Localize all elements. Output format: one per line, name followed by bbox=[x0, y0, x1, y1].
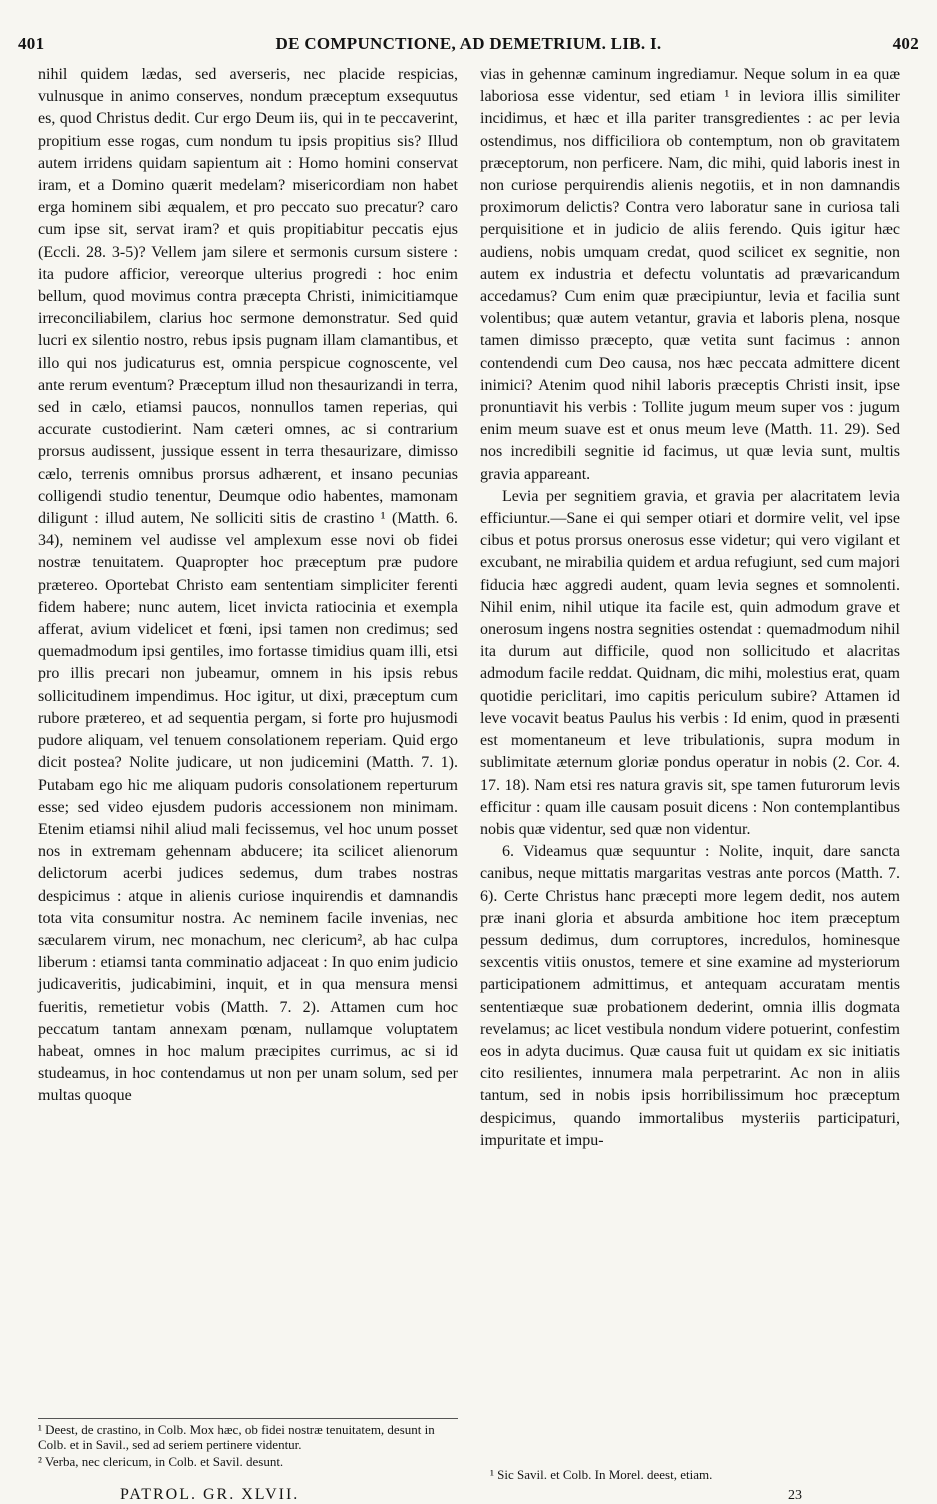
right-paragraph-2: Levia per segnitiem gravia, et gravia per alacritatem levia efficiuntur.—Sane ei qui semper otiari et dormire velit, vel ipse cibus et potus prorsus onerosus esse videtur; qui vero vigilant et excubant, ne mirabilia quidem et ardua refugiunt, sed cum majori fiducia hæc aggredi audent, quam levia segnes et somnolenti. Nihil enim, nihil utique ita facile est, quin admodum grave et onerosum ingens nostra segnities ostendat : quemadmodum nihil ita durum aut difficile, quod non sollicitudo et alacritas admodum facile reddat. Quidnam, dic mihi, molestius erat, quam quotidie periclitari, imo capitis periculum subire? Attamen id leve vocavit beatus Paulus his verbis : Id enim, quod in præsenti est momentaneum et leve tribulationis, supra modum in sublimitate æternum gloriæ pondus operatur in nobis (2. Cor. 4. 17. 18). Nam etsi res natura gravis sit, spe tamen futurorum levis efficitur : quam ille causam posuit dicens : Non contemplantibus nobis quæ videntur, sed quæ non videntur. bbox=[480, 487, 900, 838]
page-number-left: 401 bbox=[18, 34, 45, 53]
footnotes-right bbox=[490, 1467, 900, 1484]
footnote-left-1: ¹ Deest, de crastino, in Colb. Mox hæc, ob fidei nostræ tenuitatem, desunt in Colb. et in Savil., sed ad seriem pertinere videntur. bbox=[38, 1422, 435, 1452]
running-title: DE COMPUNCTIONE, AD DEMETRIUM. LIB. I. bbox=[275, 34, 662, 53]
right-paragraph-1: vias in gehennæ caminum ingrediamur. Neque solum in ea quæ laboriosa esse videntur, sed etiam ¹ in leviora illis similiter incidimus, et hæc et illa pariter transgredientes : ac per levia ostendimus, nos difficiliora ob contemptum, non ob gravitatem præceptorum, non perficere. Nam, dic mihi, quid laboris inest in non curiose perquirendis alienis negotiis, et in non damnandis proximorum delictis? Contra vero laboratur sane in curiosa tali perquisitione et in judicio de aliis ferendo. Quis igitur hæc audiens, nobis umquam credat, quod scilicet ex segnitie, non autem ex industria et defectu voluntatis ad prævaricandum accedamus? Cum enim quæ præcipiuntur, levia et facilia sunt volentibus; quæ autem vetantur, gravia et laboris plena, nosque tamen dimisso præcepto, quæ vetita sunt facimus : annon contendendi cum Deo causa, nos hæc peccata admittere dicent inimici? Atenim quod nihil laboris præceptis Christi insit, ipse pronuntiavit his verbis : Tollite jugum meum super vos : jugum enim meum suave est et onus meum leve (Matth. 11. 29). Sed nos incredibili segnitie id facimus, ut quæ levia sunt, multis gravia appareant. bbox=[480, 66, 900, 483]
left-paragraph-1: nihil quidem lædas, sed averseris, nec placide respicias, vulnusque in animo conserves, nondum præceptum exsequutus es, quod Christus dedit. Cur ergo Deum iis, qui in te peccaverint, propitium esse rogas, cum nondum tu ipsis propitius sis? Illud autem irridens quidam sapientum ait : Homo homini conservat iram, et a Domino quærit medelam? misericordiam non habet erga hominem sibi æqualem, et pro peccato suo precatur? caro cum ipse sit, servat iram? et quis propitiabitur peccatis ejus (Eccli. 28. 3-5)? Vellem jam silere et sermonis cursum sistere : ita pudore afficior, vereorque ulterius progredi : hoc enim bellum, quod movimus contra præcepta Christi, inimicitiamque irreconciliabilem, clarius hoc sermone demonstratur. Sed quid lucri ex silentio nostro, rebus ipsis pugnam illam clamantibus, et illo qui nos judicaturus est, omnia perspicue cognoscente, vel ante rerum eventum? Præceptum illud non thesaurizandi in terra, sed in cælo, etiamsi paucos, nonnullos tamen reperias, qui accurate custodierint. Nam cæteri omnes, ac si contrarium prorsus audissent, jussique essent in terra thesaurizare, dimisso cælo, terrenis omnibus prorsus adhærent, et insano pecunias colligendi studio tenentur, Deumque odio habentes, mamonam diligunt : illud autem, Ne solliciti sitis de crastino ¹ (Matth. 6. 34), neminem vel audisse vel amplexum esse novi ob fidei nostræ tenuitatem. Quapropter hoc præceptum præ pudore prætereo. Oportebat Christo eam sententiam simpliciter ferenti fidem habere; nunc autem, licet invicta ratiocinia et exempla afferat, avium videlicet et fœni, ipsi tamen non credimus; sed quemadmodum ipsi gentiles, imo fortasse timidius quam illi, etsi pro illis precari non jubeamur, omnem in his ipsis rebus sollicitudinem impendimus. Hoc igitur, ut dixi, præceptum cum rubore prætereo, et ad sequentia pergam, si forte pro hujusmodi pudore aliquam, vel tenuem consolationem reperiam. Quid ergo dicit postea? Nolite judicare, ut non judicemini (Matth. 7. 1). Putabam ego hic me aliquam pudoris consolationem reperturum esse; sed video ejusdem pudoris accessionem non minimam. Etenim etiamsi nihil aliud mali fecissemus, vel hoc unum posset nos in extremam gehennam abducere; ita scilicet alienorum delictorum acerbi judices sedemus, dum trabes nostras despicimus : atque in alienis curiose inquirendis et damnandis tota vita consumitur nostra. Ac neminem facile invenias, nec sæcularem virum, nec monachum, nec clericum², ab hac culpa liberum : etiamsi tanta comminatio adjaceat : In quo enim judicio judicaveritis, judicabimini, inquit, et in qua mensura mensi fueritis, remetietur vobis (Matth. 7. 2). Attamen cum hoc peccatum tantam annexam pœnam, nullamque voluptatem habeat, omnes in hoc malum præcipites currimus, ac si id studeamus, in hoc contendamus ut non per unam solum, sed per multas quoque bbox=[38, 66, 458, 1105]
running-header bbox=[18, 34, 919, 60]
footnotes-left bbox=[38, 1418, 458, 1471]
printer-signature: PATROL. GR. XLVII. bbox=[120, 1486, 300, 1503]
footnote-right-1: ¹ Sic Savil. et Colb. In Morel. deest, etiam. bbox=[490, 1467, 713, 1482]
footnote-left-2: ² Verba, nec clericum, in Colb. et Savil. desunt. bbox=[38, 1454, 284, 1469]
right-column bbox=[480, 64, 900, 1152]
page-number-right: 402 bbox=[892, 34, 919, 53]
left-column bbox=[38, 64, 458, 1108]
right-paragraph-3: 6. Videamus quæ sequuntur : Nolite, inquit, dare sancta canibus, neque mittatis margaritas vestras ante porcos (Matth. 7. 6). Certe Christus hanc præcepti more legem dedit, nos autem præ inani gloria et absurda ambitione hoc item præceptum pessum dedimus, dum corruptores, incredulos, hominesque sexcentis vitiis onustos, temere et sine examine ad mysteriorum participationem admittimus, et antequam accuratam mentis sententiæque suæ probationem dederint, omnia illis dogmata revelamus; ac licet vestibula nondum videre potuerint, confestim eos in adyta ducimus. Quæ causa fuit ut quidam ex sic initiatis cito resilientes, innumera mala perpetrarint. Ac non in aliis tantum, sed in nobis ipsis horribilissimum hoc præceptum despicimus, quando immortalibus mysteriis participaturi, impuritate et impu- bbox=[480, 843, 900, 1149]
signature-number: 23 bbox=[788, 1488, 802, 1503]
